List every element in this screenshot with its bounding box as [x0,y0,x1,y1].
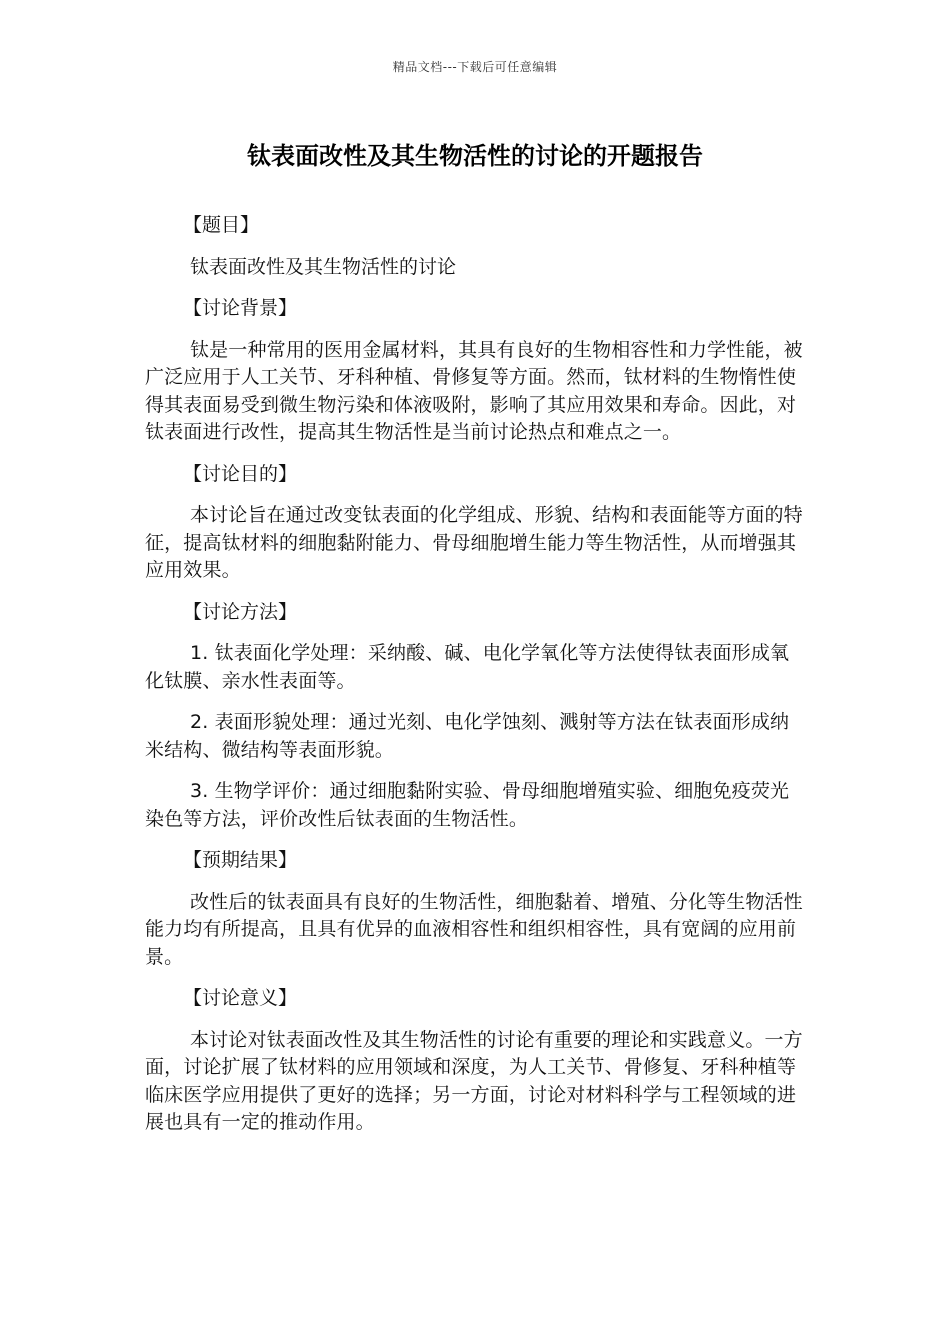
section-heading-method: 【讨论方法】 [183,600,298,623]
method-item-1: 1. 钛表面化学处理：采纳酸、碱、电化学氧化等方法使得钛表面形成氧化钛膜、亲水性表面等。 [145,642,790,692]
method-item-3: 3. 生物学评价：通过细胞黏附实验、骨母细胞增殖实验、细胞免疫荧光染色等方法，评价改性后钛表面的生物活性。 [145,780,790,830]
section-heading-purpose: 【讨论目的】 [183,462,298,485]
section-heading-background: 【讨论背景】 [183,297,298,319]
document-body [145,212,807,1151]
section-heading-result: 【预期结果】 [183,849,298,871]
document-title: 钛表面改性及其生物活性的讨论的开题报告 [247,142,703,170]
method-item-2: 2. 表面形貌处理：通过光刻、电化学蚀刻、溅射等方法在钛表面形成纳米结构、微结构等表面形貌。 [145,711,790,761]
topic-text: 钛表面改性及其生物活性的讨论 [190,255,457,278]
purpose-paragraph: 本讨论旨在通过改变钛表面的化学组成、形貌、结构和表面能等方面的特征，提高钛材料的细胞黏附能力、骨母细胞增生能力等生物活性，从而增强其应用效果。 [145,504,803,581]
significance-paragraph: 本讨论对钛表面改性及其生物活性的讨论有重要的理论和实践意义。一方面，讨论扩展了钛材料的应用领域和深度，为人工关节、骨修复、牙科种植等临床医学应用提供了更好的选择；另一方面，讨论对材料科学与工程领域的进展也具有一定的推动作用。 [145,1028,803,1133]
watermark-header: 精品文档---下载后可任意编辑 [392,60,558,74]
background-paragraph: 钛是一种常用的医用金属材料，其具有良好的生物相容性和力学性能，被广泛应用于人工关节、牙科种植、骨修复等方面。然而，钛材料的生物惰性使得其表面易受到微生物污染和体液吸附，影响了其应用效果和寿命。因此，对钛表面进行改性，提高其生物活性是当前讨论热点和难点之一。 [145,338,803,443]
section-heading-topic: 【题目】 [183,214,260,236]
section-heading-significance: 【讨论意义】 [183,987,298,1009]
result-paragraph: 改性后的钛表面具有良好的生物活性，细胞黏着、增殖、分化等生物活性能力均有所提高，且具有优异的血液相容性和组织相容性，具有宽阔的应用前景。 [145,890,803,968]
